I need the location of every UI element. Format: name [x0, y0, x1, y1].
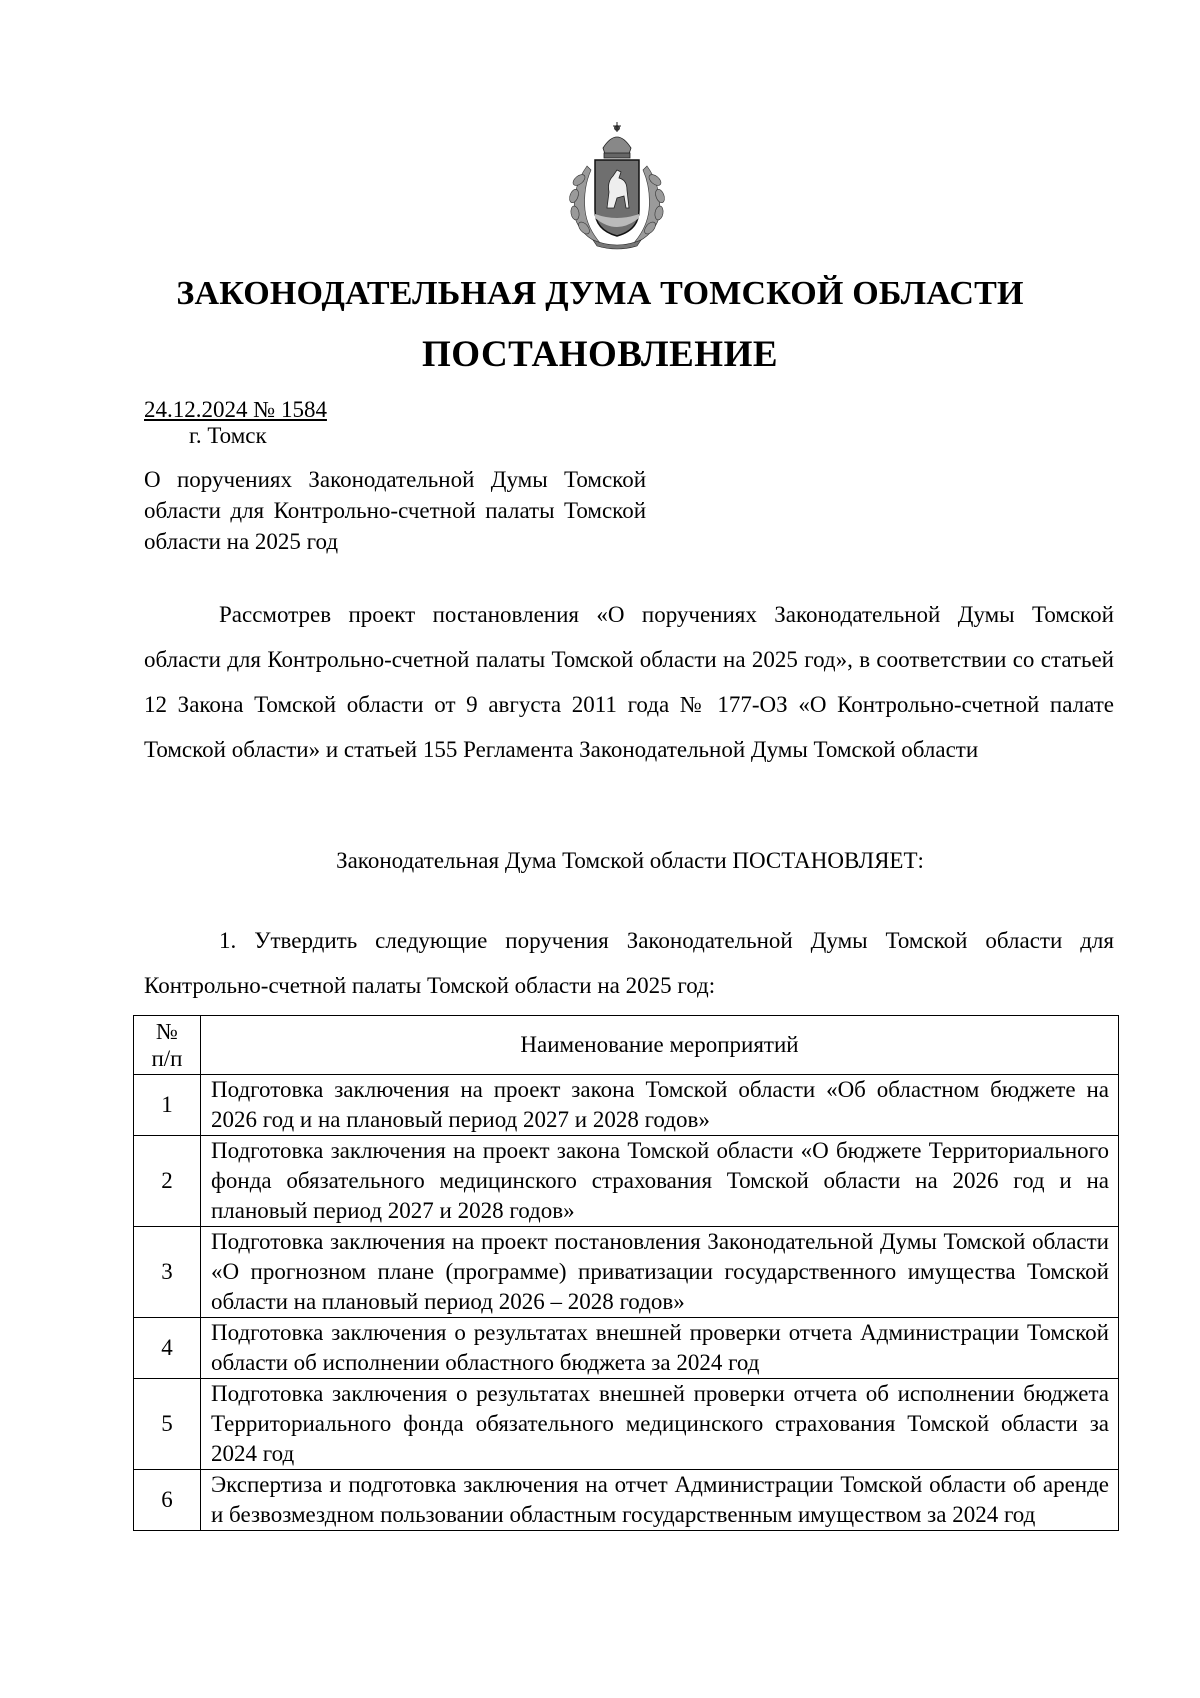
table-row [134, 1318, 1119, 1379]
row-number: 5 [134, 1379, 201, 1470]
row-activity-name: Подготовка заключения о результатах внешней проверки отчета Администрации Томской области об исполнении областного бюджета за 2024 год [201, 1318, 1119, 1379]
resolves-line: Законодательная Дума Томской области ПОСТАНОВЛЯЕТ: [336, 848, 924, 873]
row-activity-name: Подготовка заключения о результатах внешней проверки отчета об исполнении бюджета Территориального фонда обязательного медицинского страхования Томской области за 2024 год [201, 1379, 1119, 1470]
table-row [134, 1227, 1119, 1318]
preamble-paragraph: Рассмотрев проект постановления «О поручениях Законодательной Думы Томской области для Контрольно-счетной палаты Томской области на 2025 год», в соответствии со статьей 12 Закона Томской области от 9 августа 2011 года № 177-ОЗ «О Контрольно-счетной палате Томской области» и статьей 155 Регламента Законодательной Думы Томской области [144, 602, 1114, 762]
table-row [134, 1136, 1119, 1227]
header-number [134, 1016, 201, 1075]
row-activity-name: Экспертиза и подготовка заключения на отчет Администрации Томской области об аренде и безвозмездном пользовании областным государственным имуществом за 2024 год [201, 1470, 1119, 1531]
table-row [134, 1075, 1119, 1136]
table-body [134, 1075, 1119, 1531]
row-number: 3 [134, 1227, 201, 1318]
table-row [134, 1379, 1119, 1470]
row-activity-name: Подготовка заключения на проект закона Томской области «О бюджете Территориального фонда обязательного медицинского страхования Томской области на 2026 год и на плановый период 2027 и 2028 годов» [201, 1136, 1119, 1227]
tasks-table [133, 1015, 1119, 1531]
document-type-title: ПОСТАНОВЛЕНИЕ [421, 334, 779, 375]
document-subject: О поручениях Законодательной Думы Томской области для Контрольно-счетной палаты Томской области на 2025 год [144, 467, 646, 554]
row-number: 6 [134, 1470, 201, 1531]
table-row [134, 1470, 1119, 1531]
row-number: 4 [134, 1318, 201, 1379]
document-city: г. Томск [189, 423, 267, 448]
header-number-label: № п/п [151, 1019, 183, 1071]
document-date-number: 24.12.2024 № 1584 [144, 397, 327, 422]
row-number: 2 [134, 1136, 201, 1227]
header-name: Наименование мероприятий [201, 1016, 1119, 1075]
item-1-paragraph: 1. Утвердить следующие поручения Законодательной Думы Томской области для Контрольно-счетной палаты Томской области на 2025 год: [144, 928, 1114, 998]
row-number: 1 [134, 1075, 201, 1136]
row-activity-name: Подготовка заключения на проект постановления Законодательной Думы Томской области «О прогнозном плане (программе) приватизации государственного имущества Томской области на плановый период 2026 – 2028 годов» [201, 1227, 1119, 1318]
table-header-row [134, 1016, 1119, 1075]
organization-title: ЗАКОНОДАТЕЛЬНАЯ ДУМА ТОМСКОЙ ОБЛАСТИ [176, 275, 1024, 312]
row-activity-name: Подготовка заключения на проект закона Томской области «Об областном бюджете на 2026 год и на плановый период 2027 и 2028 годов» [201, 1075, 1119, 1136]
tomsk-oblast-coat-of-arms-icon [557, 118, 677, 252]
